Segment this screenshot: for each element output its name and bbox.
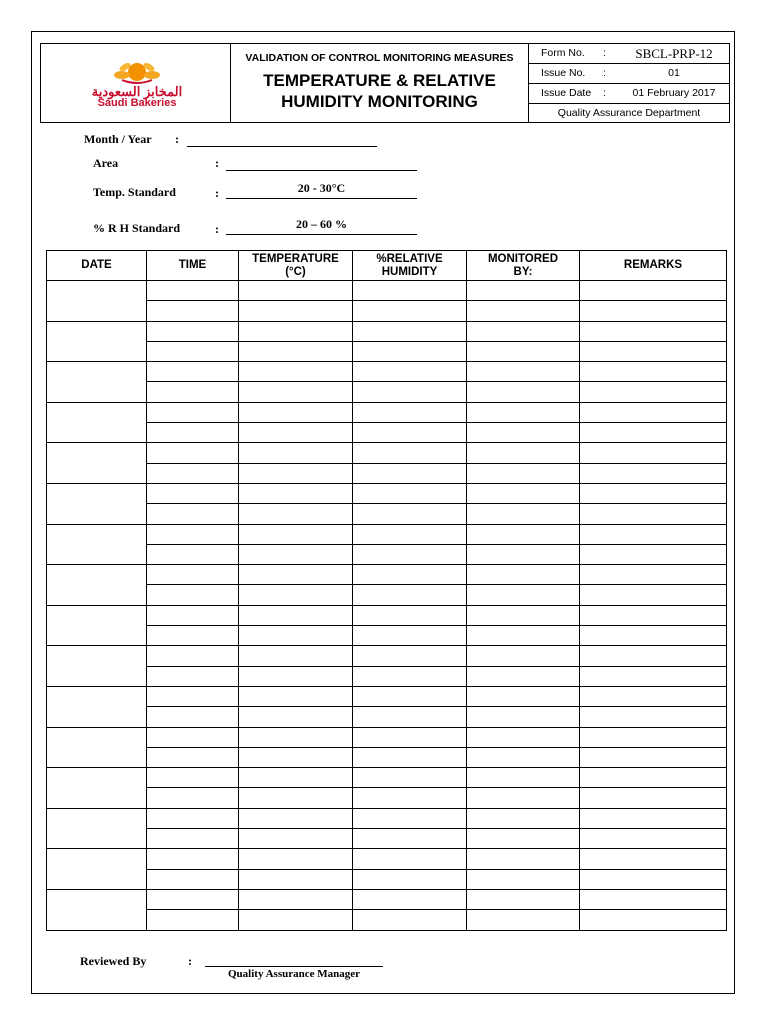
humidity-cell[interactable] bbox=[353, 463, 467, 483]
monitored-header-line2: BY: bbox=[513, 265, 533, 278]
issue-number-label: Issue No. bbox=[541, 67, 586, 79]
time-cell[interactable] bbox=[147, 565, 239, 585]
table-row bbox=[47, 808, 727, 828]
time-cell[interactable] bbox=[147, 910, 239, 930]
time-cell[interactable] bbox=[147, 686, 239, 706]
remarks-cell[interactable] bbox=[580, 483, 727, 503]
remarks-cell[interactable] bbox=[580, 362, 727, 382]
time-cell[interactable] bbox=[147, 849, 239, 869]
table-row bbox=[47, 362, 727, 382]
remarks-cell[interactable] bbox=[580, 788, 727, 808]
table-row bbox=[47, 341, 727, 361]
remarks-cell[interactable] bbox=[580, 849, 727, 869]
monitored-by-cell[interactable] bbox=[467, 585, 580, 605]
column-header-remarks: REMARKS bbox=[580, 251, 727, 281]
monitored-by-cell[interactable] bbox=[467, 707, 580, 727]
monitored-by-cell[interactable] bbox=[467, 727, 580, 747]
remarks-cell[interactable] bbox=[580, 423, 727, 443]
humidity-cell[interactable] bbox=[353, 808, 467, 828]
date-cell[interactable] bbox=[47, 808, 147, 849]
remarks-cell[interactable] bbox=[580, 565, 727, 585]
temperature-cell[interactable] bbox=[239, 849, 353, 869]
remarks-cell[interactable] bbox=[580, 382, 727, 402]
time-cell[interactable] bbox=[147, 341, 239, 361]
time-cell[interactable] bbox=[147, 788, 239, 808]
temperature-cell[interactable] bbox=[239, 707, 353, 727]
date-cell[interactable] bbox=[47, 686, 147, 727]
temperature-cell[interactable] bbox=[239, 362, 353, 382]
rh-standard-label: % R H Standard bbox=[93, 221, 181, 235]
humidity-cell[interactable] bbox=[353, 747, 467, 767]
time-cell[interactable] bbox=[147, 626, 239, 646]
remarks-cell[interactable] bbox=[580, 747, 727, 767]
table-row bbox=[47, 402, 727, 422]
humidity-cell[interactable] bbox=[353, 849, 467, 869]
remarks-cell[interactable] bbox=[580, 321, 727, 341]
temperature-cell[interactable] bbox=[239, 666, 353, 686]
date-cell[interactable] bbox=[47, 565, 147, 606]
remarks-cell[interactable] bbox=[580, 544, 727, 564]
date-cell[interactable] bbox=[47, 362, 147, 403]
humidity-cell[interactable] bbox=[353, 686, 467, 706]
date-cell[interactable] bbox=[47, 646, 147, 687]
sun-icon bbox=[67, 58, 207, 86]
title-cell bbox=[231, 44, 529, 122]
temperature-cell[interactable] bbox=[239, 423, 353, 443]
month-year-field[interactable] bbox=[187, 146, 377, 147]
time-cell[interactable] bbox=[147, 402, 239, 422]
temperature-cell[interactable] bbox=[239, 382, 353, 402]
colon: : bbox=[188, 954, 192, 968]
humidity-cell[interactable] bbox=[353, 402, 467, 422]
temperature-cell[interactable] bbox=[239, 544, 353, 564]
temperature-cell[interactable] bbox=[239, 585, 353, 605]
column-header-humidity bbox=[353, 251, 467, 281]
temperature-cell[interactable] bbox=[239, 910, 353, 930]
area-field[interactable] bbox=[226, 170, 417, 171]
humidity-cell[interactable] bbox=[353, 788, 467, 808]
monitored-by-cell[interactable] bbox=[467, 808, 580, 828]
rh-standard-line bbox=[226, 234, 417, 235]
remarks-cell[interactable] bbox=[580, 666, 727, 686]
temperature-cell[interactable] bbox=[239, 808, 353, 828]
remarks-cell[interactable] bbox=[580, 889, 727, 909]
table-row bbox=[47, 524, 727, 544]
humidity-cell[interactable] bbox=[353, 483, 467, 503]
table-row bbox=[47, 605, 727, 625]
humidity-cell[interactable] bbox=[353, 321, 467, 341]
monitored-by-cell[interactable] bbox=[467, 605, 580, 625]
temperature-cell[interactable] bbox=[239, 829, 353, 849]
temperature-cell[interactable] bbox=[239, 727, 353, 747]
temperature-cell[interactable] bbox=[239, 626, 353, 646]
remarks-cell[interactable] bbox=[580, 281, 727, 301]
temperature-cell[interactable] bbox=[239, 524, 353, 544]
monitored-by-cell[interactable] bbox=[467, 788, 580, 808]
temperature-cell[interactable] bbox=[239, 321, 353, 341]
temperature-cell[interactable] bbox=[239, 646, 353, 666]
remarks-cell[interactable] bbox=[580, 524, 727, 544]
time-cell[interactable] bbox=[147, 504, 239, 524]
column-header-monitored-by bbox=[467, 251, 580, 281]
colon: : bbox=[603, 67, 606, 79]
table-row bbox=[47, 565, 727, 585]
humidity-cell[interactable] bbox=[353, 585, 467, 605]
time-cell[interactable] bbox=[147, 362, 239, 382]
form-title-line2: HUMIDITY MONITORING bbox=[281, 92, 478, 111]
date-cell[interactable] bbox=[47, 281, 147, 322]
monitored-by-cell[interactable] bbox=[467, 524, 580, 544]
time-cell[interactable] bbox=[147, 747, 239, 767]
remarks-cell[interactable] bbox=[580, 626, 727, 646]
temperature-cell[interactable] bbox=[239, 463, 353, 483]
logo-english-text: Saudi Bakeries bbox=[97, 97, 177, 109]
colon: : bbox=[215, 222, 219, 236]
humidity-cell[interactable] bbox=[353, 889, 467, 909]
logo-cell bbox=[41, 44, 231, 122]
time-cell[interactable] bbox=[147, 808, 239, 828]
colon: : bbox=[175, 132, 179, 146]
time-cell[interactable] bbox=[147, 869, 239, 889]
humidity-cell[interactable] bbox=[353, 626, 467, 646]
time-cell[interactable] bbox=[147, 727, 239, 747]
time-cell[interactable] bbox=[147, 463, 239, 483]
humidity-cell[interactable] bbox=[353, 544, 467, 564]
humidity-header-line1: %RELATIVE bbox=[376, 252, 443, 265]
monitored-by-cell[interactable] bbox=[467, 443, 580, 463]
temperature-cell[interactable] bbox=[239, 768, 353, 788]
table-row bbox=[47, 281, 727, 301]
monitored-by-cell[interactable] bbox=[467, 646, 580, 666]
remarks-cell[interactable] bbox=[580, 686, 727, 706]
date-cell[interactable] bbox=[47, 889, 147, 930]
time-cell[interactable] bbox=[147, 544, 239, 564]
time-cell[interactable] bbox=[147, 585, 239, 605]
table-row bbox=[47, 666, 727, 686]
date-cell[interactable] bbox=[47, 402, 147, 443]
time-cell[interactable] bbox=[147, 423, 239, 443]
humidity-cell[interactable] bbox=[353, 423, 467, 443]
temperature-cell[interactable] bbox=[239, 869, 353, 889]
time-cell[interactable] bbox=[147, 666, 239, 686]
temperature-cell[interactable] bbox=[239, 443, 353, 463]
time-cell[interactable] bbox=[147, 301, 239, 321]
table-row bbox=[47, 301, 727, 321]
issue-number-value: 01 bbox=[668, 67, 680, 79]
temp-standard-line bbox=[226, 198, 417, 199]
monitored-by-cell[interactable] bbox=[467, 565, 580, 585]
table-row bbox=[47, 504, 727, 524]
remarks-cell[interactable] bbox=[580, 402, 727, 422]
time-cell[interactable] bbox=[147, 829, 239, 849]
remarks-cell[interactable] bbox=[580, 910, 727, 930]
temperature-cell[interactable] bbox=[239, 788, 353, 808]
humidity-cell[interactable] bbox=[353, 565, 467, 585]
time-cell[interactable] bbox=[147, 321, 239, 341]
remarks-cell[interactable] bbox=[580, 727, 727, 747]
humidity-cell[interactable] bbox=[353, 707, 467, 727]
colon: : bbox=[215, 156, 219, 170]
remarks-cell[interactable] bbox=[580, 504, 727, 524]
form-subtitle: VALIDATION OF CONTROL MONITORING MEASURES bbox=[245, 52, 514, 64]
humidity-cell[interactable] bbox=[353, 768, 467, 788]
monitored-by-cell[interactable] bbox=[467, 382, 580, 402]
form-header bbox=[40, 43, 730, 123]
colon: : bbox=[215, 186, 219, 200]
date-cell[interactable] bbox=[47, 849, 147, 890]
table-row bbox=[47, 626, 727, 646]
temperature-cell[interactable] bbox=[239, 686, 353, 706]
temperature-cell[interactable] bbox=[239, 747, 353, 767]
form-title-line1: TEMPERATURE & RELATIVE bbox=[263, 71, 496, 90]
monitored-by-cell[interactable] bbox=[467, 281, 580, 301]
humidity-cell[interactable] bbox=[353, 382, 467, 402]
department-name: Quality Assurance Department bbox=[557, 107, 701, 119]
humidity-cell[interactable] bbox=[353, 341, 467, 361]
remarks-cell[interactable] bbox=[580, 585, 727, 605]
table-row bbox=[47, 829, 727, 849]
remarks-cell[interactable] bbox=[580, 869, 727, 889]
monitored-by-cell[interactable] bbox=[467, 768, 580, 788]
humidity-cell[interactable] bbox=[353, 362, 467, 382]
table-body bbox=[47, 281, 727, 931]
time-cell[interactable] bbox=[147, 768, 239, 788]
remarks-cell[interactable] bbox=[580, 768, 727, 788]
humidity-cell[interactable] bbox=[353, 504, 467, 524]
column-header-temperature bbox=[239, 251, 353, 281]
time-cell[interactable] bbox=[147, 382, 239, 402]
temperature-cell[interactable] bbox=[239, 483, 353, 503]
humidity-header-line2: HUMIDITY bbox=[381, 265, 438, 278]
remarks-cell[interactable] bbox=[580, 646, 727, 666]
month-year-label: Month / Year bbox=[84, 132, 152, 146]
temp-standard-label: Temp. Standard bbox=[93, 185, 176, 199]
table-row bbox=[47, 423, 727, 443]
logo-arabic-text: المخابز السعودية bbox=[91, 84, 183, 99]
monitored-by-cell[interactable] bbox=[467, 301, 580, 321]
issue-date-label: Issue Date bbox=[541, 87, 592, 99]
time-cell[interactable] bbox=[147, 281, 239, 301]
monitored-by-cell[interactable] bbox=[467, 483, 580, 503]
table-row bbox=[47, 747, 727, 767]
table-row bbox=[47, 321, 727, 341]
table-row bbox=[47, 889, 727, 909]
temperature-cell[interactable] bbox=[239, 301, 353, 321]
table-row bbox=[47, 707, 727, 727]
humidity-cell[interactable] bbox=[353, 829, 467, 849]
date-cell[interactable] bbox=[47, 321, 147, 362]
humidity-cell[interactable] bbox=[353, 524, 467, 544]
humidity-cell[interactable] bbox=[353, 869, 467, 889]
monitored-by-cell[interactable] bbox=[467, 747, 580, 767]
temperature-cell[interactable] bbox=[239, 605, 353, 625]
monitored-by-cell[interactable] bbox=[467, 544, 580, 564]
form-number-row bbox=[529, 44, 729, 64]
monitored-by-cell[interactable] bbox=[467, 463, 580, 483]
table-row bbox=[47, 646, 727, 666]
remarks-cell[interactable] bbox=[580, 301, 727, 321]
date-cell[interactable] bbox=[47, 727, 147, 768]
area-label: Area bbox=[93, 156, 119, 170]
remarks-cell[interactable] bbox=[580, 707, 727, 727]
date-cell[interactable] bbox=[47, 605, 147, 646]
date-cell[interactable] bbox=[47, 768, 147, 809]
remarks-cell[interactable] bbox=[580, 808, 727, 828]
colon: : bbox=[603, 47, 606, 59]
temperature-cell[interactable] bbox=[239, 281, 353, 301]
table-row bbox=[47, 483, 727, 503]
form-number-value: SBCL-PRP-12 bbox=[635, 46, 713, 61]
issue-number-row bbox=[529, 64, 729, 84]
temp-standard-value: 20 - 30°C bbox=[297, 181, 346, 195]
humidity-cell[interactable] bbox=[353, 443, 467, 463]
document-info bbox=[529, 44, 729, 122]
reviewer-role: Quality Assurance Manager bbox=[228, 968, 360, 980]
monitored-by-cell[interactable] bbox=[467, 504, 580, 524]
rh-standard-value: 20 – 60 % bbox=[296, 217, 347, 231]
monitored-by-cell[interactable] bbox=[467, 321, 580, 341]
humidity-cell[interactable] bbox=[353, 301, 467, 321]
time-cell[interactable] bbox=[147, 443, 239, 463]
date-cell[interactable] bbox=[47, 443, 147, 484]
table-row bbox=[47, 869, 727, 889]
saudi-bakeries-logo bbox=[67, 58, 207, 108]
monitored-by-cell[interactable] bbox=[467, 829, 580, 849]
monitored-by-cell[interactable] bbox=[467, 686, 580, 706]
remarks-cell[interactable] bbox=[580, 829, 727, 849]
table-row bbox=[47, 686, 727, 706]
form-title bbox=[231, 70, 528, 112]
temperature-cell[interactable] bbox=[239, 565, 353, 585]
humidity-cell[interactable] bbox=[353, 910, 467, 930]
humidity-cell[interactable] bbox=[353, 281, 467, 301]
table-row bbox=[47, 910, 727, 930]
monitored-by-cell[interactable] bbox=[467, 402, 580, 422]
temperature-header-line1: TEMPERATURE bbox=[252, 252, 339, 265]
colon: : bbox=[603, 87, 606, 99]
table-row bbox=[47, 463, 727, 483]
monitored-by-cell[interactable] bbox=[467, 849, 580, 869]
temperature-header-line2: (°C) bbox=[285, 265, 306, 278]
column-header-date: DATE bbox=[47, 251, 147, 281]
time-cell[interactable] bbox=[147, 889, 239, 909]
remarks-cell[interactable] bbox=[580, 605, 727, 625]
monitored-by-cell[interactable] bbox=[467, 341, 580, 361]
monitored-by-cell[interactable] bbox=[467, 423, 580, 443]
humidity-cell[interactable] bbox=[353, 646, 467, 666]
table-row bbox=[47, 768, 727, 788]
reviewed-by-label: Reviewed By bbox=[80, 954, 147, 968]
form-number-label: Form No. bbox=[541, 47, 585, 59]
monitoring-table bbox=[46, 250, 727, 931]
table-row bbox=[47, 544, 727, 564]
table-row bbox=[47, 849, 727, 869]
table-row bbox=[47, 382, 727, 402]
temperature-cell[interactable] bbox=[239, 889, 353, 909]
monitored-header-line1: MONITORED bbox=[487, 252, 559, 265]
temperature-cell[interactable] bbox=[239, 402, 353, 422]
humidity-cell[interactable] bbox=[353, 666, 467, 686]
monitored-by-cell[interactable] bbox=[467, 362, 580, 382]
issue-date-value: 01 February 2017 bbox=[632, 87, 716, 99]
temperature-cell[interactable] bbox=[239, 504, 353, 524]
remarks-cell[interactable] bbox=[580, 443, 727, 463]
monitored-by-cell[interactable] bbox=[467, 626, 580, 646]
remarks-cell[interactable] bbox=[580, 341, 727, 361]
column-header-time: TIME bbox=[147, 251, 239, 281]
time-cell[interactable] bbox=[147, 605, 239, 625]
time-cell[interactable] bbox=[147, 707, 239, 727]
temperature-cell[interactable] bbox=[239, 341, 353, 361]
time-cell[interactable] bbox=[147, 646, 239, 666]
monitored-by-cell[interactable] bbox=[467, 910, 580, 930]
issue-date-row bbox=[529, 84, 729, 104]
humidity-cell[interactable] bbox=[353, 727, 467, 747]
humidity-cell[interactable] bbox=[353, 605, 467, 625]
table-row bbox=[47, 788, 727, 808]
monitored-by-cell[interactable] bbox=[467, 889, 580, 909]
date-cell[interactable] bbox=[47, 483, 147, 524]
monitored-by-cell[interactable] bbox=[467, 666, 580, 686]
time-cell[interactable] bbox=[147, 483, 239, 503]
table-row bbox=[47, 585, 727, 605]
monitored-by-cell[interactable] bbox=[467, 869, 580, 889]
table-row bbox=[47, 727, 727, 747]
table-row bbox=[47, 443, 727, 463]
reviewer-signature-field[interactable] bbox=[205, 966, 383, 967]
time-cell[interactable] bbox=[147, 524, 239, 544]
date-cell[interactable] bbox=[47, 524, 147, 565]
table-header-row bbox=[47, 251, 727, 281]
remarks-cell[interactable] bbox=[580, 463, 727, 483]
